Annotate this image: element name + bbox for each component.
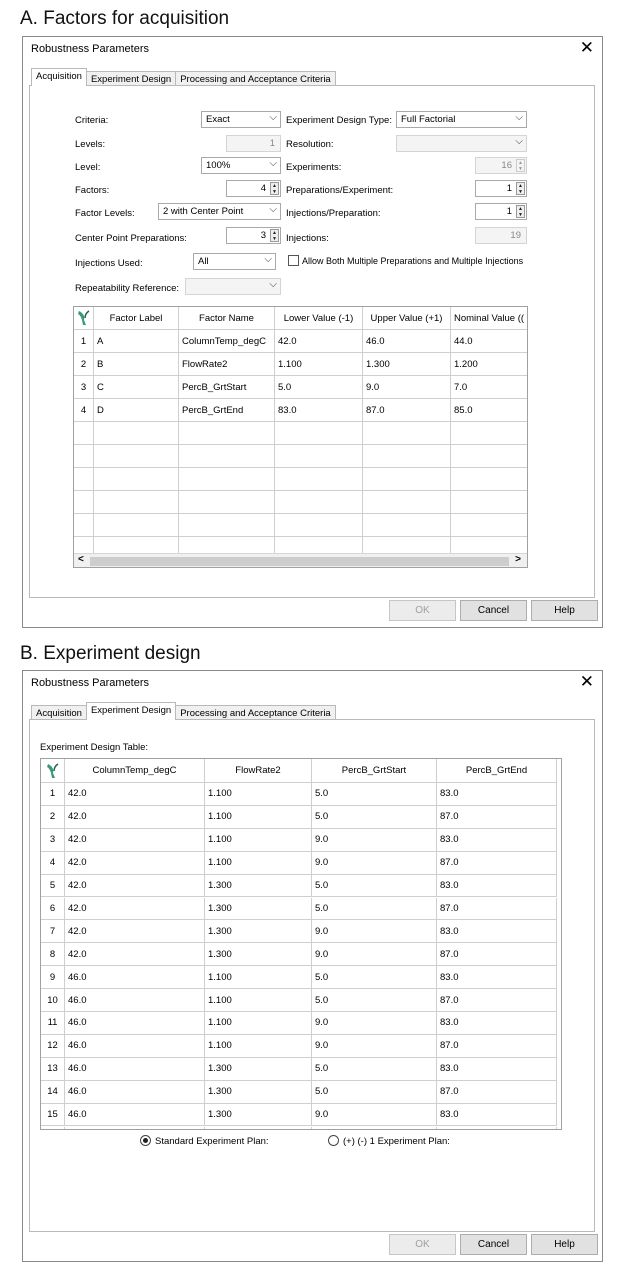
table-cell[interactable]: 1.100 <box>205 989 312 1012</box>
table-cell[interactable] <box>179 445 275 468</box>
table-cell[interactable]: 87.0 <box>437 989 557 1012</box>
table-cell[interactable]: 46.0 <box>65 1081 205 1104</box>
table-cell[interactable]: 1.300 <box>205 875 312 898</box>
tab-processing-acceptance[interactable]: Processing and Acceptance Criteria <box>175 71 336 86</box>
table-row[interactable] <box>74 330 528 353</box>
table-row[interactable] <box>41 806 557 829</box>
row-number[interactable] <box>74 514 94 537</box>
scroll-right-icon[interactable]: > <box>515 554 521 565</box>
chevron-down-icon: ⌵ <box>269 158 277 169</box>
table-cell[interactable]: 9.0 <box>312 829 437 852</box>
table-cell[interactable]: 9.0 <box>312 920 437 943</box>
table-cell[interactable]: 46.0 <box>65 1035 205 1058</box>
table-row[interactable] <box>41 1012 557 1035</box>
help-button[interactable]: Help <box>531 1234 598 1255</box>
center-point-spinner[interactable] <box>226 227 281 244</box>
spinner-icon[interactable]: ▲ ▼ <box>516 182 525 195</box>
table-cell[interactable]: 87.0 <box>437 898 557 921</box>
prep-per-exp-spinner[interactable] <box>475 180 527 197</box>
table-cell[interactable]: 1.300 <box>205 943 312 966</box>
criteria-label: Criteria: <box>75 115 109 126</box>
table-cell[interactable]: ColumnTemp_degC <box>179 330 275 353</box>
table-cell[interactable]: 1.300 <box>205 1081 312 1104</box>
table-cell[interactable]: 9.0 <box>312 1104 437 1127</box>
table-cell[interactable]: 42.0 <box>65 943 205 966</box>
table-cell[interactable]: 44.0 <box>451 330 528 353</box>
table-cell[interactable]: 5.0 <box>312 989 437 1012</box>
table-cell[interactable]: 5.0 <box>275 376 363 399</box>
injections-label: Injections: <box>286 233 329 244</box>
col-header-factor-name[interactable]: Factor Name <box>179 307 275 330</box>
row-number[interactable] <box>74 445 94 468</box>
row-number[interactable]: 14 <box>41 1081 65 1104</box>
table-row[interactable] <box>41 943 557 966</box>
scrollbar-thumb[interactable] <box>90 557 509 566</box>
criteria-value: Exact <box>206 114 230 125</box>
levels-input[interactable] <box>226 135 281 152</box>
table-cell[interactable] <box>275 445 363 468</box>
row-number[interactable]: 9 <box>41 966 65 989</box>
section-a-heading: A. Factors for acquisition <box>20 8 230 29</box>
close-icon[interactable]: ✕ <box>579 38 594 57</box>
col-header-lower-value[interactable]: Lower Value (-1) <box>275 307 363 330</box>
table-cell[interactable]: 1.200 <box>451 353 528 376</box>
spinner-icon[interactable]: ▲ ▼ <box>516 159 525 172</box>
row-number[interactable]: 2 <box>41 806 65 829</box>
table-cell[interactable]: 5.0 <box>312 898 437 921</box>
factor-levels-select[interactable] <box>158 203 281 220</box>
allow-both-checkbox[interactable] <box>288 255 299 266</box>
table-cell[interactable]: 9.0 <box>312 943 437 966</box>
table-cell[interactable]: 42.0 <box>65 783 205 806</box>
table-cell[interactable]: 5.0 <box>312 1058 437 1081</box>
col-header-percb-start[interactable]: PercB_GrtStart <box>312 759 437 783</box>
ok-button[interactable]: OK <box>389 600 456 621</box>
chevron-down-icon: ⌵ <box>515 136 523 147</box>
level-value: 100% <box>206 160 231 171</box>
table-cell[interactable]: 87.0 <box>437 852 557 875</box>
prep-per-exp-label: Preparations/Experiment: <box>286 185 394 196</box>
table-row[interactable] <box>41 898 557 921</box>
table-cell[interactable] <box>451 514 528 537</box>
row-number[interactable]: 6 <box>41 898 65 921</box>
spinner-icon[interactable]: ▲ ▼ <box>270 182 279 195</box>
table-row[interactable] <box>41 1058 557 1081</box>
table-cell[interactable] <box>275 514 363 537</box>
acquisition-panel <box>29 85 595 598</box>
table-cell[interactable]: 83.0 <box>437 920 557 943</box>
cancel-button[interactable]: Cancel <box>460 1234 527 1255</box>
col-header-flow-rate[interactable]: FlowRate2 <box>205 759 312 783</box>
table-cell[interactable]: D <box>94 399 179 422</box>
tab-bar <box>31 703 335 720</box>
robustness-dialog-acquisition <box>22 36 603 628</box>
table-cell[interactable] <box>179 468 275 491</box>
injections-used-label: Injections Used: <box>75 258 143 269</box>
table-row[interactable] <box>41 966 557 989</box>
alt-plan-label: (+) (-) 1 Experiment Plan: <box>343 1136 450 1147</box>
repeatability-label: Repeatability Reference: <box>75 283 180 294</box>
factors-spinner[interactable] <box>226 180 281 197</box>
table-cell[interactable]: 5.0 <box>312 1081 437 1104</box>
table-row[interactable] <box>41 1104 557 1127</box>
table-cell[interactable] <box>451 445 528 468</box>
table-row[interactable] <box>41 989 557 1012</box>
table-cell[interactable]: 1.300 <box>363 353 451 376</box>
table-cell[interactable] <box>437 1127 557 1131</box>
tab-bar <box>31 69 335 86</box>
table-row[interactable] <box>74 376 528 399</box>
levels-value: 1 <box>269 138 275 149</box>
table-cell[interactable] <box>65 1127 205 1131</box>
tab-experiment-design[interactable]: Experiment Design <box>86 71 176 86</box>
factors-table-header <box>74 307 528 330</box>
table-cell[interactable] <box>94 468 179 491</box>
table-cell[interactable] <box>312 1127 437 1131</box>
table-cell[interactable]: 87.0 <box>437 943 557 966</box>
table-cell[interactable]: 83.0 <box>437 783 557 806</box>
design-table-header <box>41 759 557 783</box>
table-cell[interactable] <box>363 468 451 491</box>
table-cell[interactable]: 42.0 <box>65 829 205 852</box>
table-cell[interactable]: 83.0 <box>437 966 557 989</box>
table-cell[interactable]: 85.0 <box>451 399 528 422</box>
center-point-value: 3 <box>260 230 266 241</box>
col-header-upper-value[interactable]: Upper Value (+1) <box>363 307 451 330</box>
table-cell[interactable]: PercB_GrtEnd <box>179 399 275 422</box>
help-button[interactable]: Help <box>531 600 598 621</box>
table-cell[interactable]: 83.0 <box>437 1104 557 1127</box>
chevron-down-icon: ⌵ <box>269 279 277 290</box>
allow-both-label: Allow Both Multiple Preparations and Multiple Injections <box>302 256 524 266</box>
experiment-design-panel <box>29 719 595 1232</box>
row-number[interactable]: 4 <box>74 399 94 422</box>
table-cell[interactable] <box>94 514 179 537</box>
alt-plan-radio[interactable] <box>328 1135 339 1146</box>
table-row[interactable] <box>74 468 528 491</box>
chevron-down-icon: ⌵ <box>264 254 272 265</box>
table-cell[interactable]: 83.0 <box>275 399 363 422</box>
inj-per-prep-value: 1 <box>506 206 512 217</box>
resolution-select[interactable] <box>396 135 527 152</box>
level-select[interactable] <box>201 157 281 174</box>
table-cell[interactable]: 87.0 <box>437 806 557 829</box>
design-type-select[interactable] <box>396 111 527 128</box>
inj-per-prep-label: Injections/Preparation: <box>286 208 381 219</box>
close-icon[interactable]: ✕ <box>579 672 594 691</box>
table-row[interactable] <box>74 514 528 537</box>
table-cell[interactable]: PercB_GrtStart <box>179 376 275 399</box>
table-cell[interactable]: 46.0 <box>363 330 451 353</box>
table-cell[interactable]: FlowRate2 <box>179 353 275 376</box>
table-row[interactable] <box>41 852 557 875</box>
row-number[interactable]: 10 <box>41 989 65 1012</box>
table-cell[interactable] <box>451 491 528 514</box>
table-cell[interactable] <box>451 422 528 445</box>
row-number[interactable]: 3 <box>74 376 94 399</box>
row-number[interactable]: 12 <box>41 1035 65 1058</box>
resolution-label: Resolution: <box>286 139 334 150</box>
factors-value: 4 <box>260 183 266 194</box>
row-number[interactable] <box>41 1127 65 1131</box>
row-number[interactable] <box>74 491 94 514</box>
table-cell[interactable]: 87.0 <box>437 1035 557 1058</box>
table-cell[interactable]: 1.100 <box>205 852 312 875</box>
experiments-spinner[interactable] <box>475 157 527 174</box>
injections-value: 19 <box>510 230 521 241</box>
factor-levels-label: Factor Levels: <box>75 208 135 219</box>
table-cell[interactable]: 1.100 <box>205 806 312 829</box>
table-cell[interactable]: 46.0 <box>65 1058 205 1081</box>
table-cell[interactable]: A <box>94 330 179 353</box>
table-cell[interactable]: 1.300 <box>205 1058 312 1081</box>
empower-logo-icon[interactable] <box>41 759 65 783</box>
design-type-label: Experiment Design Type: <box>286 115 392 126</box>
inj-per-prep-spinner[interactable] <box>475 203 527 220</box>
table-cell[interactable]: 46.0 <box>65 989 205 1012</box>
table-cell[interactable] <box>94 422 179 445</box>
spinner-icon[interactable]: ▲ ▼ <box>516 205 525 218</box>
factors-label: Factors: <box>75 185 110 196</box>
experiment-design-table <box>40 758 562 1130</box>
table-cell[interactable]: 46.0 <box>65 1012 205 1035</box>
table-cell[interactable]: 83.0 <box>437 829 557 852</box>
table-cell[interactable]: 1.100 <box>205 829 312 852</box>
chevron-down-icon: ⌵ <box>269 204 277 215</box>
row-number[interactable]: 7 <box>41 920 65 943</box>
table-cell[interactable]: 42.0 <box>275 330 363 353</box>
factor-levels-value: 2 with Center Point <box>163 206 244 217</box>
table-cell[interactable]: 83.0 <box>437 1012 557 1035</box>
levels-label: Levels: <box>75 139 106 150</box>
table-row[interactable] <box>41 1081 557 1104</box>
table-cell[interactable] <box>179 491 275 514</box>
chevron-down-icon: ⌵ <box>269 112 277 123</box>
tab-acquisition[interactable]: Acquisition <box>31 68 87 86</box>
table-cell[interactable]: 87.0 <box>363 399 451 422</box>
table-cell[interactable]: 1.300 <box>205 898 312 921</box>
table-cell[interactable]: 42.0 <box>65 920 205 943</box>
table-cell[interactable] <box>179 514 275 537</box>
table-cell[interactable]: 1.300 <box>205 1104 312 1127</box>
table-cell[interactable]: 9.0 <box>312 852 437 875</box>
row-number[interactable]: 3 <box>41 829 65 852</box>
table-cell[interactable] <box>275 491 363 514</box>
table-cell[interactable] <box>94 445 179 468</box>
table-row[interactable] <box>74 399 528 422</box>
chevron-down-icon: ⌵ <box>515 112 523 123</box>
table-cell[interactable] <box>275 468 363 491</box>
row-number[interactable]: 1 <box>41 783 65 806</box>
dialog-title: Robustness Parameters <box>31 677 149 689</box>
level-label: Level: <box>75 162 101 173</box>
table-cell[interactable] <box>94 491 179 514</box>
table-cell[interactable] <box>179 422 275 445</box>
table-cell[interactable]: 1.100 <box>205 1012 312 1035</box>
table-row[interactable] <box>41 875 557 898</box>
table-cell[interactable]: 83.0 <box>437 1058 557 1081</box>
experiments-label: Experiments: <box>286 162 342 173</box>
table-row[interactable] <box>41 1127 557 1131</box>
ok-button[interactable]: OK <box>389 1234 456 1255</box>
experiments-value: 16 <box>501 160 512 171</box>
table-cell[interactable]: 9.0 <box>363 376 451 399</box>
horizontal-scrollbar[interactable] <box>74 553 527 567</box>
table-cell[interactable] <box>363 422 451 445</box>
col-header-nominal-value[interactable]: Nominal Value (( <box>451 307 528 330</box>
table-row[interactable] <box>74 445 528 468</box>
section-b-heading: B. Experiment design <box>20 643 201 664</box>
table-cell[interactable] <box>205 1127 312 1131</box>
table-cell[interactable]: B <box>94 353 179 376</box>
design-type-value: Full Factorial <box>401 114 456 125</box>
table-cell[interactable]: 1.100 <box>205 966 312 989</box>
center-point-label: Center Point Preparations: <box>75 233 187 244</box>
table-cell[interactable]: 42.0 <box>65 852 205 875</box>
table-cell[interactable]: 46.0 <box>65 1104 205 1127</box>
spinner-icon[interactable]: ▲ ▼ <box>270 229 279 242</box>
tab-processing-acceptance[interactable]: Processing and Acceptance Criteria <box>175 705 336 720</box>
row-number[interactable]: 2 <box>74 353 94 376</box>
table-cell[interactable]: C <box>94 376 179 399</box>
table-cell[interactable]: 1.100 <box>205 1035 312 1058</box>
injections-used-value: All <box>198 256 209 267</box>
table-cell[interactable]: 83.0 <box>437 875 557 898</box>
criteria-select[interactable] <box>201 111 281 128</box>
table-cell[interactable]: 7.0 <box>451 376 528 399</box>
table-cell[interactable] <box>451 468 528 491</box>
tab-experiment-design[interactable]: Experiment Design <box>86 702 176 720</box>
table-cell[interactable]: 46.0 <box>65 966 205 989</box>
table-row[interactable] <box>41 783 557 806</box>
dialog-title: Robustness Parameters <box>31 43 149 55</box>
table-cell[interactable]: 1.100 <box>275 353 363 376</box>
row-number[interactable]: 13 <box>41 1058 65 1081</box>
robustness-dialog-experiment-design <box>22 670 603 1262</box>
table-cell[interactable]: 9.0 <box>312 1035 437 1058</box>
row-number[interactable] <box>74 422 94 445</box>
col-header-factor-label[interactable]: Factor Label <box>94 307 179 330</box>
empower-logo-icon[interactable] <box>74 307 94 330</box>
col-header-percb-end[interactable]: PercB_GrtEnd <box>437 759 557 783</box>
standard-plan-radio[interactable] <box>140 1135 151 1146</box>
row-number[interactable]: 15 <box>41 1104 65 1127</box>
table-row[interactable] <box>74 422 528 445</box>
injections-input[interactable] <box>475 227 527 244</box>
table-row[interactable] <box>74 353 528 376</box>
table-cell[interactable] <box>363 491 451 514</box>
standard-plan-label: Standard Experiment Plan: <box>155 1136 269 1147</box>
tab-acquisition[interactable]: Acquisition <box>31 705 87 720</box>
row-number[interactable]: 11 <box>41 1012 65 1035</box>
row-number[interactable]: 5 <box>41 875 65 898</box>
table-cell[interactable]: 87.0 <box>437 1081 557 1104</box>
injections-used-select[interactable] <box>193 253 276 270</box>
col-header-column-temp[interactable]: ColumnTemp_degC <box>65 759 205 783</box>
table-cell[interactable]: 1.100 <box>205 783 312 806</box>
table-cell[interactable]: 42.0 <box>65 898 205 921</box>
design-table-label: Experiment Design Table: <box>40 742 149 753</box>
table-cell[interactable]: 42.0 <box>65 875 205 898</box>
cancel-button[interactable]: Cancel <box>460 600 527 621</box>
table-row[interactable] <box>41 1035 557 1058</box>
table-cell[interactable]: 5.0 <box>312 783 437 806</box>
prep-per-exp-value: 1 <box>506 183 512 194</box>
table-cell[interactable] <box>275 422 363 445</box>
table-cell[interactable] <box>363 514 451 537</box>
table-cell[interactable]: 5.0 <box>312 875 437 898</box>
row-number[interactable]: 1 <box>74 330 94 353</box>
table-row[interactable] <box>41 920 557 943</box>
row-number[interactable]: 4 <box>41 852 65 875</box>
table-cell[interactable]: 42.0 <box>65 806 205 829</box>
table-cell[interactable]: 9.0 <box>312 1012 437 1035</box>
table-row[interactable] <box>74 491 528 514</box>
factors-table <box>73 306 528 568</box>
repeatability-select[interactable] <box>185 278 281 295</box>
table-cell[interactable]: 5.0 <box>312 806 437 829</box>
table-cell[interactable]: 5.0 <box>312 966 437 989</box>
row-number[interactable]: 8 <box>41 943 65 966</box>
table-row[interactable] <box>41 829 557 852</box>
table-cell[interactable]: 1.300 <box>205 920 312 943</box>
row-number[interactable] <box>74 468 94 491</box>
scroll-left-icon[interactable]: < <box>78 554 84 565</box>
table-cell[interactable] <box>363 445 451 468</box>
